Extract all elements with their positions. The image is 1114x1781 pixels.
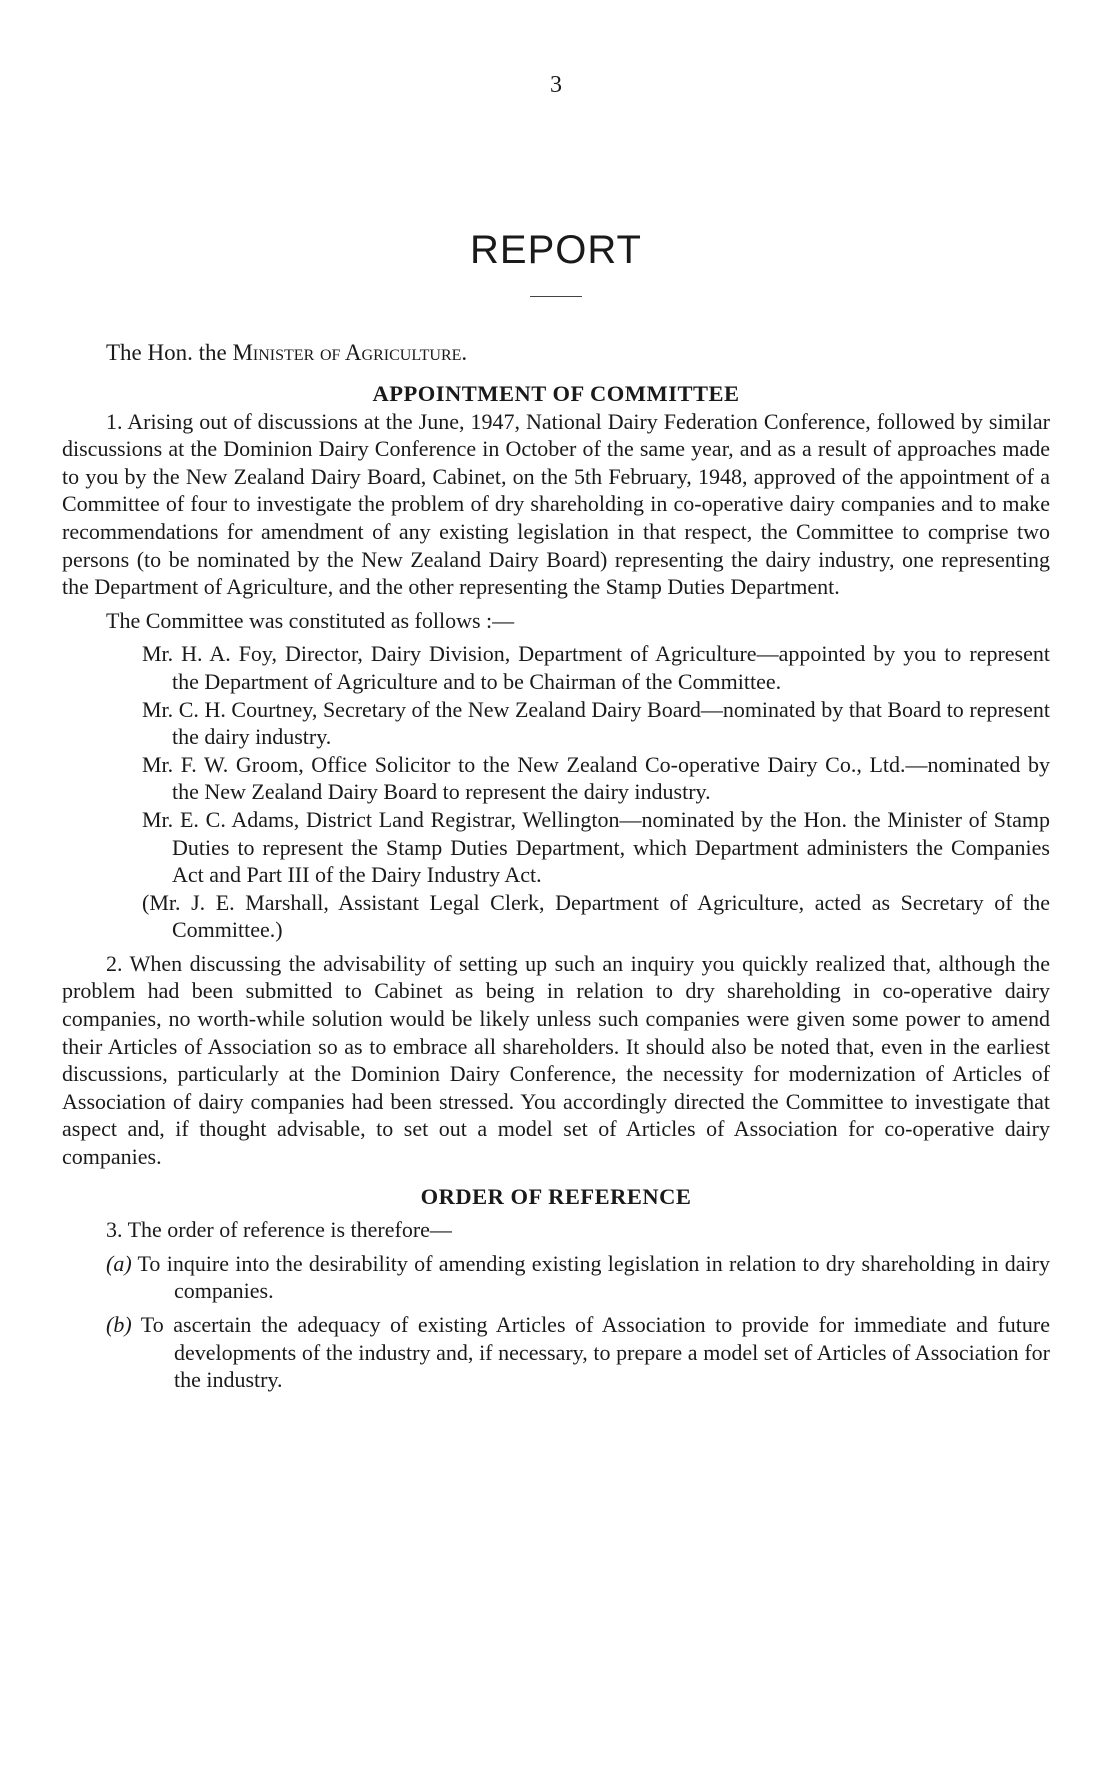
addressee-prefix: The Hon. the <box>106 340 233 365</box>
paragraph-2: 2. When discussing the advisability of setting up such an inquiry you quickly realized that, although the problem had been submitted to Cabinet as being in relation to dry shareholding in co-operative dairy companies, no worth-while solution would be likely unless such companies were given some power to amend their Articles of Association so as to embrace all shareholders. It should also be noted that, even in the earliest discussions, particularly at the Dominion Dairy Conference, the necessity for modernization of Articles of Association of dairy companies had been stressed. You accordingly directed the Committee to investigate that aspect and, if thought advisable, to set out a model set of Articles of Association for co-operative dairy companies. <box>62 950 1050 1170</box>
committee-constituted-line: The Committee was constituted as follows :— <box>106 607 515 633</box>
report-body <box>62 380 1050 1394</box>
paragraph-3-intro: 3. The order of reference is therefore— <box>106 1217 452 1243</box>
section-heading-order-of-reference: ORDER OF REFERENCE <box>420 1183 692 1209</box>
reference-item-a <box>62 1250 1050 1305</box>
reference-item-letter: (a) <box>106 1250 132 1276</box>
section-heading-appointment: APPOINTMENT OF COMMITTEE <box>372 381 740 406</box>
title-rule <box>530 296 582 297</box>
committee-member: Mr. C. H. Courtney, Secretary of the New Zealand Dairy Board—nominated by that Board to represent the dairy industry. <box>142 696 1050 750</box>
committee-members-list <box>62 640 1050 944</box>
reference-item-b <box>62 1311 1050 1394</box>
reference-item-letter: (b) <box>106 1312 132 1337</box>
addressee-office: Minister of Agriculture. <box>232 340 468 365</box>
addressee <box>106 340 467 366</box>
reference-item-text: To ascertain the adequacy of existing Articles of Association to provide for immediate and future developments of the industry and, if necessary, to prepare a model set of Articles of Association for the industry. <box>131 1312 1050 1393</box>
paragraph-1: 1. Arising out of discussions at the June, 1947, National Dairy Federation Conference, followed by similar discussions at the Dominion Dairy Conference in October of the same year, and as a result of approaches made to you by the New Zealand Dairy Board, Cabinet, on the 5th February, 1948, approved of the appointment of a Committee of four to investigate the problem of dry shareholding in co-operative dairy companies and to make recommendations for amendment of any existing legislation in that respect, the Committee to comprise two persons (to be nominated by the New Zealand Dairy Board) representing the dairy industry, one representing the Department of Agriculture, and the other representing the Stamp Duties Department. <box>62 408 1050 600</box>
report-title: REPORT <box>470 228 642 272</box>
committee-member: Mr. H. A. Foy, Director, Dairy Division, Department of Agriculture—appointed by you to represent the Department of Agriculture and to be Chairman of the Committee. <box>142 641 1050 694</box>
committee-member: Mr. F. W. Groom, Office Solicitor to the New Zealand Co-operative Dairy Co., Ltd.—nominated by the New Zealand Dairy Board to represent the dairy industry. <box>142 751 1050 805</box>
committee-member: Mr. E. C. Adams, District Land Registrar, Wellington—nominated by the Hon. the Minister of Stamp Duties to represent the Stamp Duties Department, which Department administers the Companies Act and Part III of the Dairy Industry Act. <box>142 806 1050 888</box>
committee-secretary-note: (Mr. J. E. Marshall, Assistant Legal Clerk, Department of Agriculture, acted as Secretary of the Committee.) <box>142 889 1050 943</box>
page-number: 3 <box>550 72 562 98</box>
reference-item-text: To inquire into the desirability of amending existing legislation in relation to dry shareholding in dairy companies. <box>131 1250 1050 1304</box>
